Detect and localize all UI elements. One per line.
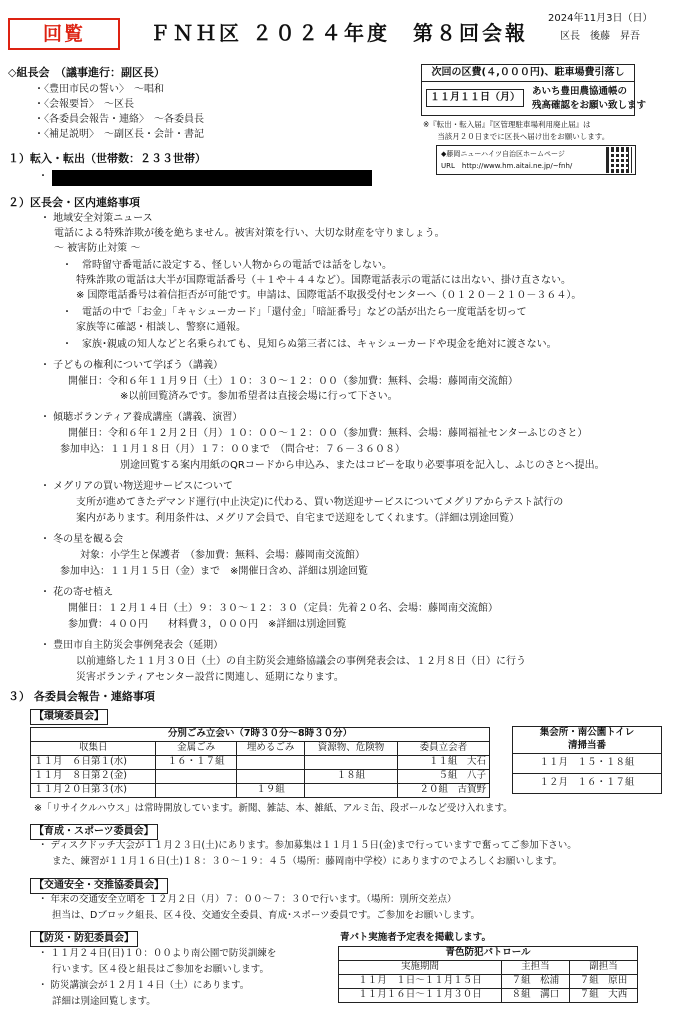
table-row bbox=[339, 961, 638, 975]
traffic-committee-label bbox=[30, 878, 168, 894]
table-header: 委員立会者 bbox=[397, 742, 489, 756]
list-item: 開催日：１２月１４日（土）９：３０～１２：３０（定員：先着２０名、会場：藤岡南交流館） bbox=[68, 603, 498, 614]
table-cell: １１組 大石 bbox=[397, 756, 489, 770]
list-item: ※ 国際電話番号は着信拒否が可能です。申請は、国際電話不取扱受付センターへ（０１２０－２１０－３６４）。 bbox=[76, 290, 582, 301]
toilet-head-2: 清掃当番 bbox=[567, 739, 606, 751]
list-item: ・ 地域安全対策ニュース bbox=[40, 213, 153, 224]
table-cell: ８組 溝口 bbox=[501, 989, 569, 1003]
table-cell: １１月 １日～１１月１５日 bbox=[339, 975, 502, 989]
kairan-stamp: 回覧 bbox=[8, 18, 120, 50]
patrol-table bbox=[338, 946, 638, 1003]
fee-box bbox=[421, 64, 647, 116]
table-cell: ７組 松浦 bbox=[501, 975, 569, 989]
toilet-head-1: 集会所・南公園トイレ bbox=[539, 727, 635, 738]
hp-title: ◆藤岡ニューハイツ自治区ホームページ bbox=[441, 150, 565, 158]
list-item: ・ 家族･親戚の知人などと名乗られても、見知らぬ第三者には、キャシューカードや現金を絶対に渡さない。 bbox=[62, 339, 557, 350]
table-cell: １１月１６日～１１月３０日 bbox=[339, 989, 502, 1003]
section2-heading: ２）区長会・区内連絡事項 bbox=[8, 196, 140, 209]
table-cell: ７組 大西 bbox=[569, 989, 637, 1003]
table-row bbox=[31, 756, 490, 770]
list-item: 参加申込：１１月１５日（金）まで ※開催日含め、詳細は別途回覧 bbox=[60, 566, 368, 577]
hp-url[interactable]: URL http://www.hm.aitai.ne.jp/~fnh/ bbox=[441, 162, 573, 170]
fee-note-2: 残高確認をお願い致します bbox=[532, 100, 647, 111]
env-committee-label bbox=[30, 709, 108, 725]
traffic-committee-title: 【交通安全・交推協委員会】 bbox=[30, 878, 168, 894]
table-cell: ２０組 古賀野 bbox=[397, 784, 489, 798]
bousai-line-3: ・ 防災講演会が１２月１４日（土）にあります。 bbox=[38, 980, 250, 991]
list-item: 参加費：４００円 材料費３，０００円 ※詳細は別途回覧 bbox=[68, 619, 347, 630]
list-item: ・ メグリアの買い物送迎サービスについて bbox=[40, 481, 233, 492]
sports-committee-title: 【育成・スポーツ委員会】 bbox=[30, 824, 158, 840]
table-cell bbox=[305, 756, 397, 770]
list-item: ・ 電話の中で「お金」「キャシューカード」「還付金」「暗証番号」などの話が出たら一度電話を切って bbox=[62, 307, 527, 318]
bousai-committee-title: 【防災・防犯委員会】 bbox=[30, 931, 138, 947]
toilet-table bbox=[512, 726, 662, 794]
fee-note bbox=[532, 85, 646, 113]
table-header: 実施期間 bbox=[339, 961, 502, 975]
table-header: 金属ごみ bbox=[156, 742, 236, 756]
homepage-box bbox=[436, 145, 636, 175]
list-item: 開催日：令和６年１１月９日（土）１０：３０～１２：００（参加費：無料、会場：藤岡南交流館） bbox=[68, 376, 518, 387]
list-item: ・ 冬の星を観る会 bbox=[40, 534, 124, 545]
table-row bbox=[31, 784, 490, 798]
list-item: 案内があります。利用条件は、メグリア会員で、自宅まで送迎をしてくれます。（詳細は別途回覧） bbox=[76, 513, 520, 524]
table-cell: １１月 １５・１８組 bbox=[513, 753, 662, 773]
bousai-line-2: 行います。区４役と組長はご参加をお願いします。 bbox=[52, 964, 269, 975]
fee-note-1: あいち豊田農協通帳の bbox=[532, 86, 628, 97]
list-item: 参加申込：１１月１８日（月）１７：００まで （問合せ：７６－３６０８） bbox=[60, 444, 405, 455]
table-cell bbox=[236, 770, 304, 784]
list-item: ・〈各委員会報告・連絡〉 ～各委員長 bbox=[34, 114, 204, 125]
list-item: ・ 花の寄せ植え bbox=[40, 587, 114, 598]
list-item: 以前連絡した１１月３０日（土）の自主防災会連絡協議会の事例発表会は、１２月８日（日）に行う bbox=[76, 656, 526, 667]
table-row bbox=[513, 753, 662, 773]
list-item: 災害ボランティアセンター設営に関連し、延期になります。 bbox=[76, 672, 344, 683]
table-cell bbox=[156, 770, 236, 784]
recycle-note: ※「リサイクルハウス」は常時開放しています。新聞、雑誌、本、雑紙、アルミ缶、段ボールなど受け入れます。 bbox=[34, 803, 513, 814]
table-cell: ５組 八子 bbox=[397, 770, 489, 784]
section1-heading: １）転入・転出（世帯数：２３３世帯） bbox=[8, 152, 206, 165]
toilet-head bbox=[513, 727, 662, 754]
bousai-committee-label bbox=[30, 931, 138, 947]
section3-heading: ３） 各委員会報告・連絡事項 bbox=[8, 690, 155, 703]
table-header: 副担当 bbox=[569, 961, 637, 975]
chief-name: 区長 後藤 昇吾 bbox=[560, 31, 640, 42]
move-notice-1: ※『転出・転入届』『区管理駐車場利用廃止届』は bbox=[423, 120, 591, 129]
table-header: 埋めるごみ bbox=[236, 742, 304, 756]
patrol-title: 青色防犯パトロール bbox=[339, 947, 638, 961]
sports-line-1: ・ ディスクドッチ大会が１１月２３日(土)にあります。参加募集は１１月１５日(金)まで行っていますで奮ってご参加下さい。 bbox=[38, 840, 577, 851]
section1-bullet: ・ bbox=[38, 171, 48, 182]
list-item: 別途回覧する案内用紙のQRコードから申込み、またはコピーを取り必要事項を記入し、ふじのさとへ提出。 bbox=[120, 460, 605, 471]
table-cell: １１月 ６日第１(水) bbox=[31, 756, 156, 770]
list-item: ・ 傾聴ボランティア養成講座（講義、演習） bbox=[40, 412, 243, 423]
table-cell: １１月 ８日第２(金) bbox=[31, 770, 156, 784]
env-committee-title: 【環境委員会】 bbox=[30, 709, 108, 725]
table-row bbox=[339, 989, 638, 1003]
table-row bbox=[31, 770, 490, 784]
table-cell: １８組 bbox=[305, 770, 397, 784]
issue-date: 2024年11月3日（日） bbox=[548, 13, 653, 24]
traffic-line-2: 担当は、Dブロック組長、区４役、交通安全委員、育成･スポーツ委員です。ご参加をお願いします。 bbox=[52, 910, 480, 921]
sports-line-2: また、練習が１１月１６日(土)１８：３０～１９：４５（場所：藤岡南中学校）にありますのでよろしくお願いします。 bbox=[52, 856, 563, 867]
list-item: ・〈会報要旨〉 ～区長 bbox=[34, 99, 134, 110]
fee-date: １１月１１日（月） bbox=[426, 89, 524, 107]
list-item: ・〈補足説明〉 ～副区長・会計・書記 bbox=[34, 129, 204, 140]
gomi-table bbox=[30, 727, 490, 798]
bousai-line-1: ・ １１月２４日(日)１０：００より南公園で防災訓練を bbox=[38, 948, 277, 959]
table-header: 資源物、危険物 bbox=[305, 742, 397, 756]
move-notice bbox=[423, 119, 609, 143]
fee-line: 次回の区費(４,０００円)、駐車場費引落し bbox=[422, 65, 634, 82]
table-cell: １６・１７組 bbox=[156, 756, 236, 770]
list-item: ※以前回覧済みです。参加希望者は直接会場に行って下さい。 bbox=[120, 391, 398, 402]
qr-code-icon bbox=[606, 147, 632, 173]
gomi-title: 分別ごみ立会い（7時３０分～8時３０分） bbox=[31, 728, 490, 742]
list-item: 電話による特殊詐欺が後を絶ちません。被害対策を行い、大切な財産を守りましょう。 bbox=[54, 228, 445, 239]
table-cell: １９組 bbox=[236, 784, 304, 798]
redacted-bar bbox=[52, 170, 372, 186]
table-row bbox=[339, 975, 638, 989]
list-item: ・ 常時留守番電話に設定する、怪しい人物からの電話では話をしない。 bbox=[62, 260, 392, 271]
list-item: 家族等に確認・相談し、警察に通報。 bbox=[76, 322, 246, 333]
move-notice-2: 当該月２０日までに区長へ届け出をお願いします。 bbox=[437, 132, 610, 141]
table-cell bbox=[156, 784, 236, 798]
list-item: ・ 子どもの権利について学ぼう（講義） bbox=[40, 360, 223, 371]
table-header: 主担当 bbox=[501, 961, 569, 975]
list-item: 特殊詐欺の電話は大半が国際電話番号（＋１や＋４４など）。国際電話表示の電話には出ない、掛け直さない。 bbox=[76, 275, 571, 286]
table-cell bbox=[305, 784, 397, 798]
table-row bbox=[31, 742, 490, 756]
page-title: ＦＮＨ区 ２０２４年度 第８回会報 bbox=[150, 21, 528, 45]
table-row bbox=[513, 773, 662, 793]
list-item: ・〈豊田市民の誓い〉 ～唱和 bbox=[34, 84, 164, 95]
patrol-note: 青パト実施者予定表を掲載します。 bbox=[340, 932, 492, 943]
table-cell: ７組 原田 bbox=[569, 975, 637, 989]
kumicho-heading: ◇組長会 （議事進行：副区長） bbox=[8, 66, 165, 79]
sports-committee-label bbox=[30, 824, 158, 840]
list-item: 支所が進めてきたデマンド運行(中止決定)に代わる、買い物送迎サービスについてメグリアからテスト試行の bbox=[76, 497, 564, 508]
table-cell: １１月２０日第３(水) bbox=[31, 784, 156, 798]
list-item: 開催日：令和６年１２月２日（月）１０：００～１２：００（参加費：無料、会場：藤岡福祉センターふじのさと） bbox=[68, 428, 588, 439]
bousai-line-4: 詳細は別途回覧します。 bbox=[52, 996, 156, 1007]
table-header: 収集日 bbox=[31, 742, 156, 756]
list-item: ～ 被害防止対策 ～ bbox=[54, 243, 141, 254]
table-cell bbox=[236, 756, 304, 770]
traffic-line-1: ・ 年末の交通安全立哨を １２月２日（月）７：００～７：３０で行います。（場所：別所交差点） bbox=[38, 894, 457, 905]
kumicho-list bbox=[34, 82, 204, 142]
table-cell: １２月 １６・１７組 bbox=[513, 773, 662, 793]
list-item: ・ 豊田市自主防災会事例発表会（延期） bbox=[40, 640, 224, 651]
list-item: 対象：小学生と保護者 （参加費：無料、会場：藤岡南交流館） bbox=[80, 550, 365, 561]
